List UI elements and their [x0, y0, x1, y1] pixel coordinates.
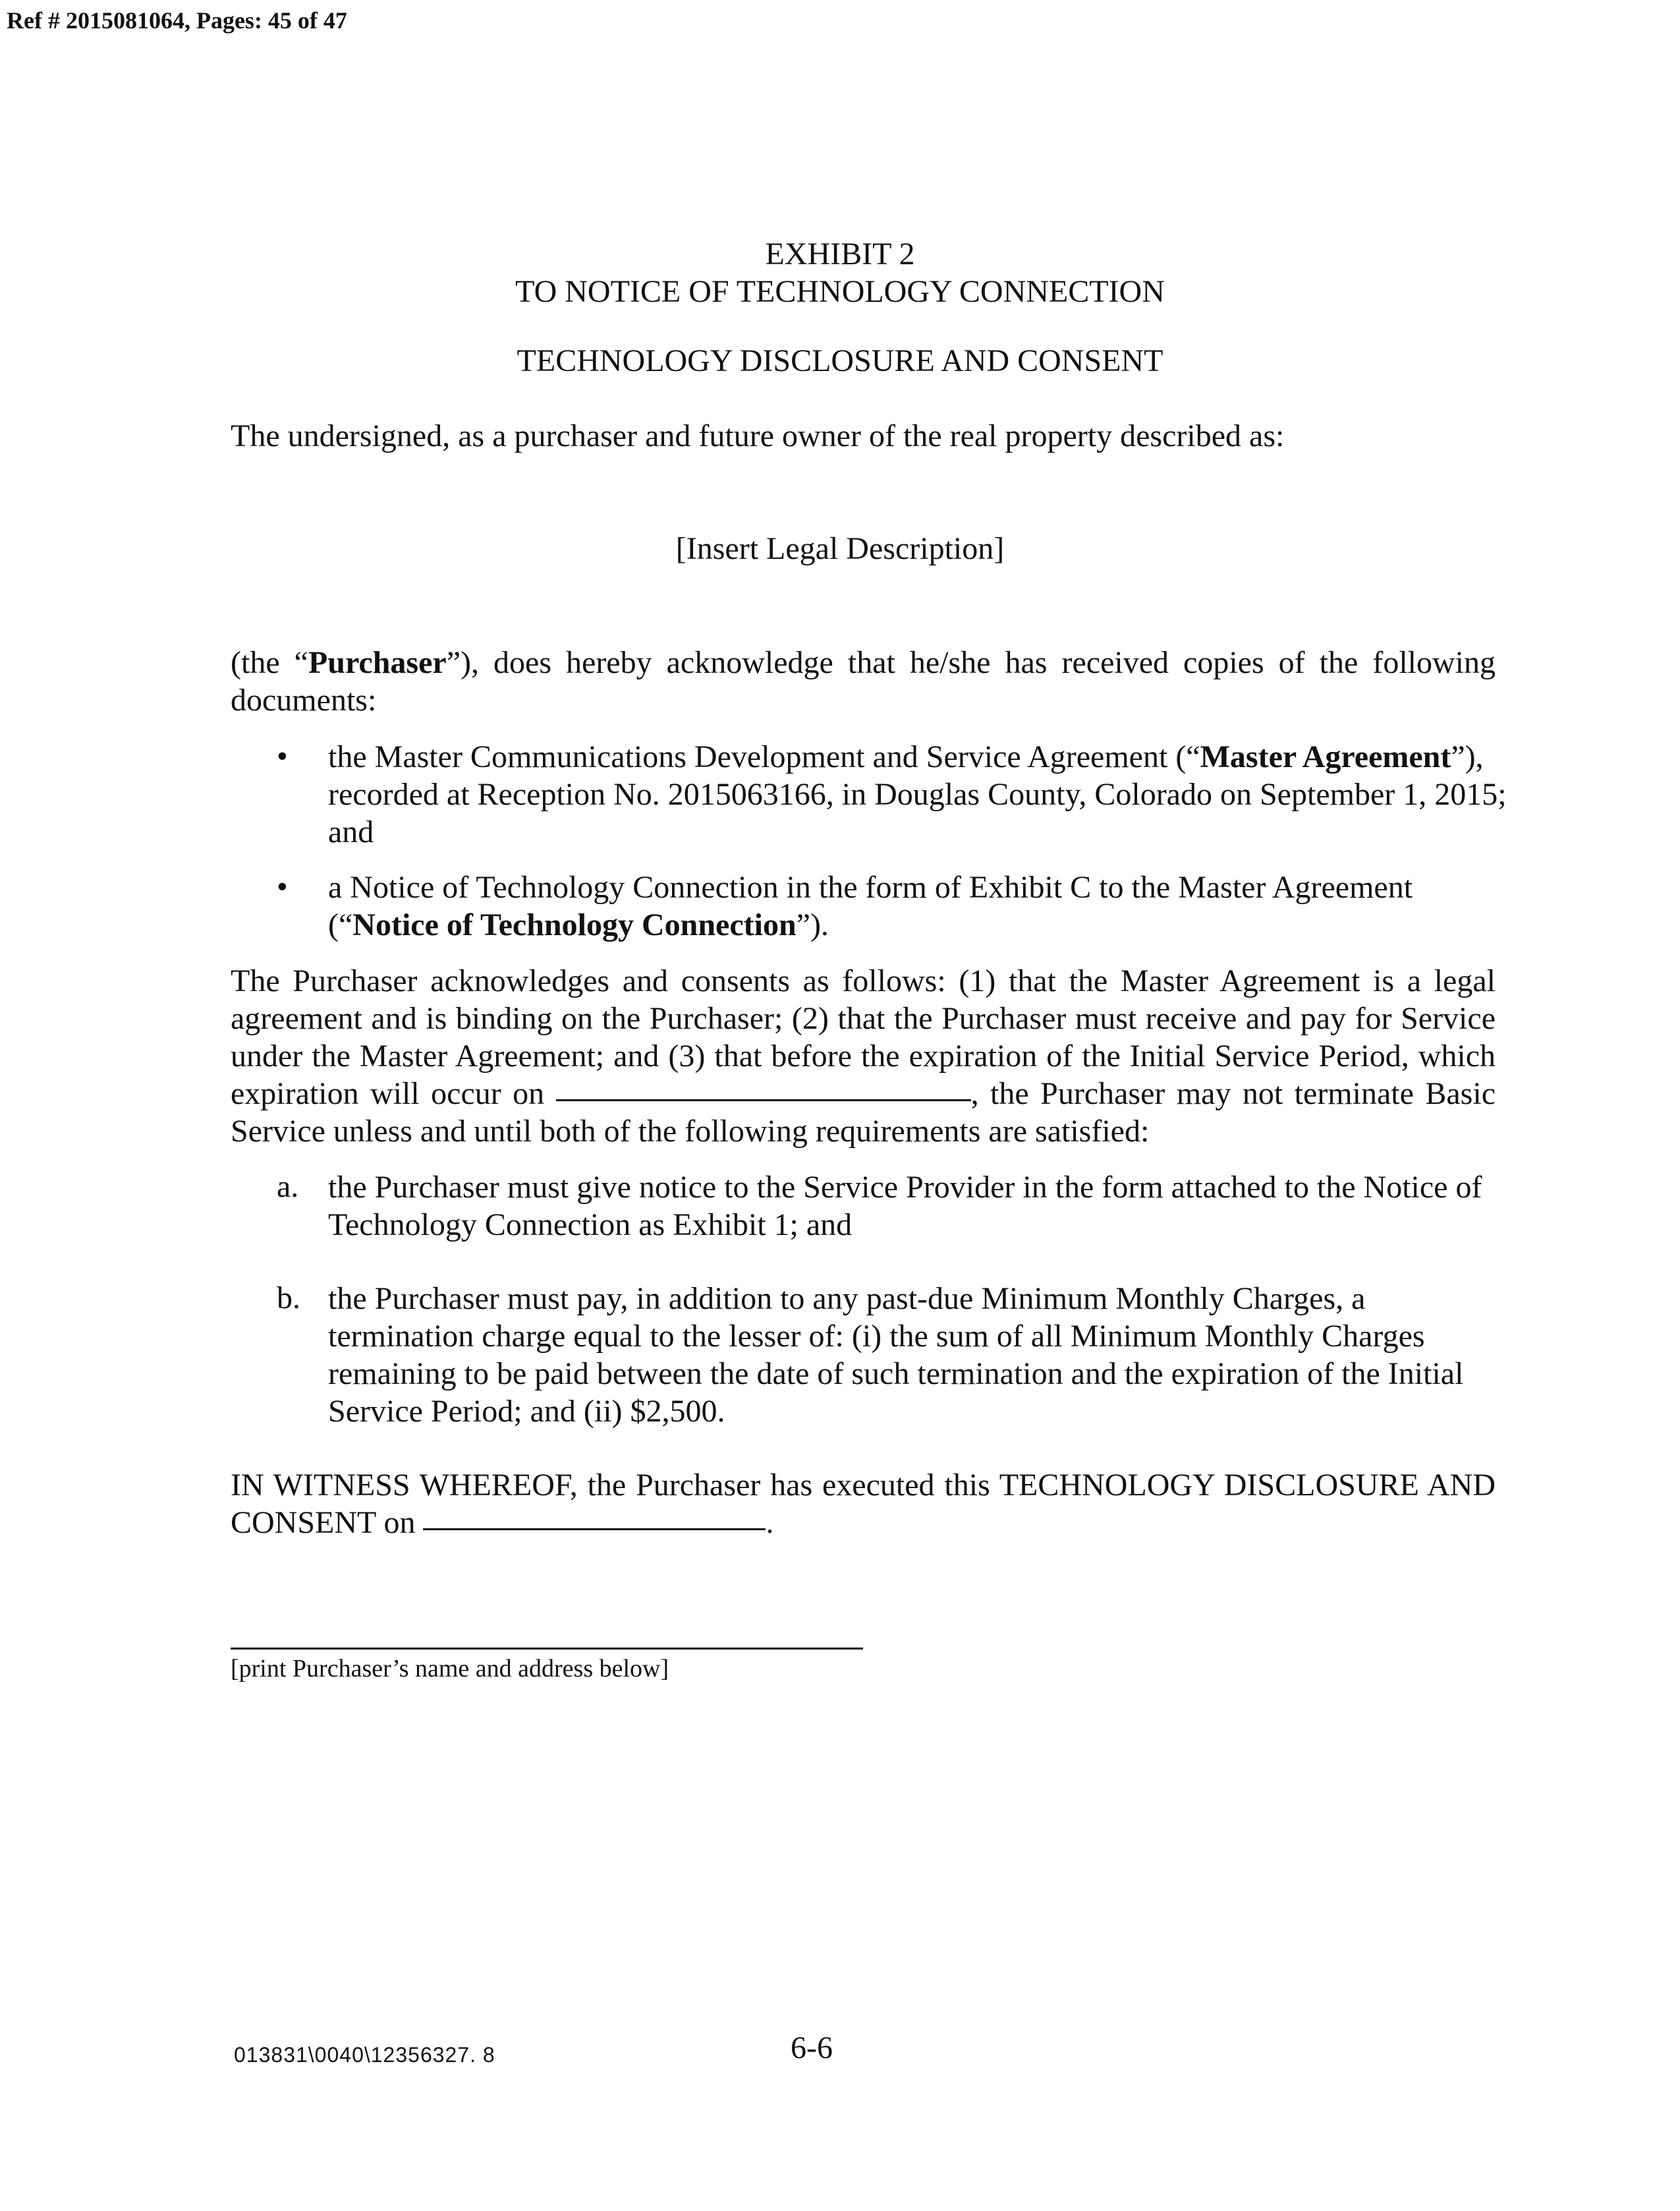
list-item: a Notice of Technology Connection in the form of Exhibit C to the Master Agreement (“Notice of Technology Connection”).: [328, 870, 1413, 942]
document-id: 013831\0040\12356327. 8: [234, 2043, 495, 2067]
list-item: the Purchaser must pay, in addition to any past-due Minimum Monthly Charges, a termination charge equal to the lesser of: (i) the sum of all Minimum Monthly Charges remaining to be paid between the date of such termination and the expiration of the Initial Service Period; and (ii) $2,500.: [328, 1281, 1464, 1429]
reference-header: Ref # 2015081064, Pages: 45 of 47: [7, 7, 347, 34]
consent-paragraph: The Purchaser acknowledges and consents as follows: (1) that the Master Agreement is a legal agreement and is binding on the Purchaser; (2) that the Purchaser must receive and pay for Service under the Master Agreement; and (3) that before the expiration of the Initial Service Period, which expiration will occur on , the Purchaser may not terminate Basic Service unless and until both of the following requirements are satisfied:: [231, 963, 1496, 1149]
legal-description-placeholder: [Insert Legal Description]: [675, 531, 1005, 566]
list-item: the Master Communications Development and Service Agreement (“Master Agreement”), recorded at Reception No. 2015063166, in Douglas County, Colorado on September 1, 2015; and: [328, 739, 1507, 849]
list-item: the Purchaser must give notice to the Service Provider in the form attached to the Notice of Technology Connection as Exhibit 1; and: [328, 1170, 1482, 1242]
purchaser-term: Purchaser: [308, 645, 447, 680]
notice-term: Notice of Technology Connection: [352, 907, 797, 942]
witness-paragraph: IN WITNESS WHEREOF, the Purchaser has executed this TECHNOLOGY DISCLOSURE AND CONSENT on .: [231, 1468, 1496, 1540]
exhibit-title: EXHIBIT 2: [765, 237, 915, 272]
acknowledgement-paragraph: (the “Purchaser”), does hereby acknowledge that he/she has received copies of the following documents:: [231, 645, 1496, 718]
master-agreement-term: Master Agreement: [1200, 739, 1451, 774]
execution-date-blank[interactable]: [423, 1528, 766, 1530]
document-heading: TECHNOLOGY DISCLOSURE AND CONSENT: [517, 343, 1163, 378]
expiration-date-blank[interactable]: [556, 1099, 971, 1101]
bullet-marker: •: [277, 739, 288, 774]
signature-caption: [print Purchaser’s name and address below]: [231, 1655, 669, 1682]
list-marker: a.: [277, 1169, 299, 1204]
signature-line[interactable]: [231, 1648, 863, 1650]
bullet-marker: •: [277, 869, 288, 904]
page-number: 6-6: [791, 2030, 833, 2065]
list-marker: b.: [277, 1280, 300, 1315]
exhibit-subtitle: TO NOTICE OF TECHNOLOGY CONNECTION: [515, 274, 1165, 309]
intro-paragraph: The undersigned, as a purchaser and future owner of the real property described as:: [231, 418, 1285, 453]
